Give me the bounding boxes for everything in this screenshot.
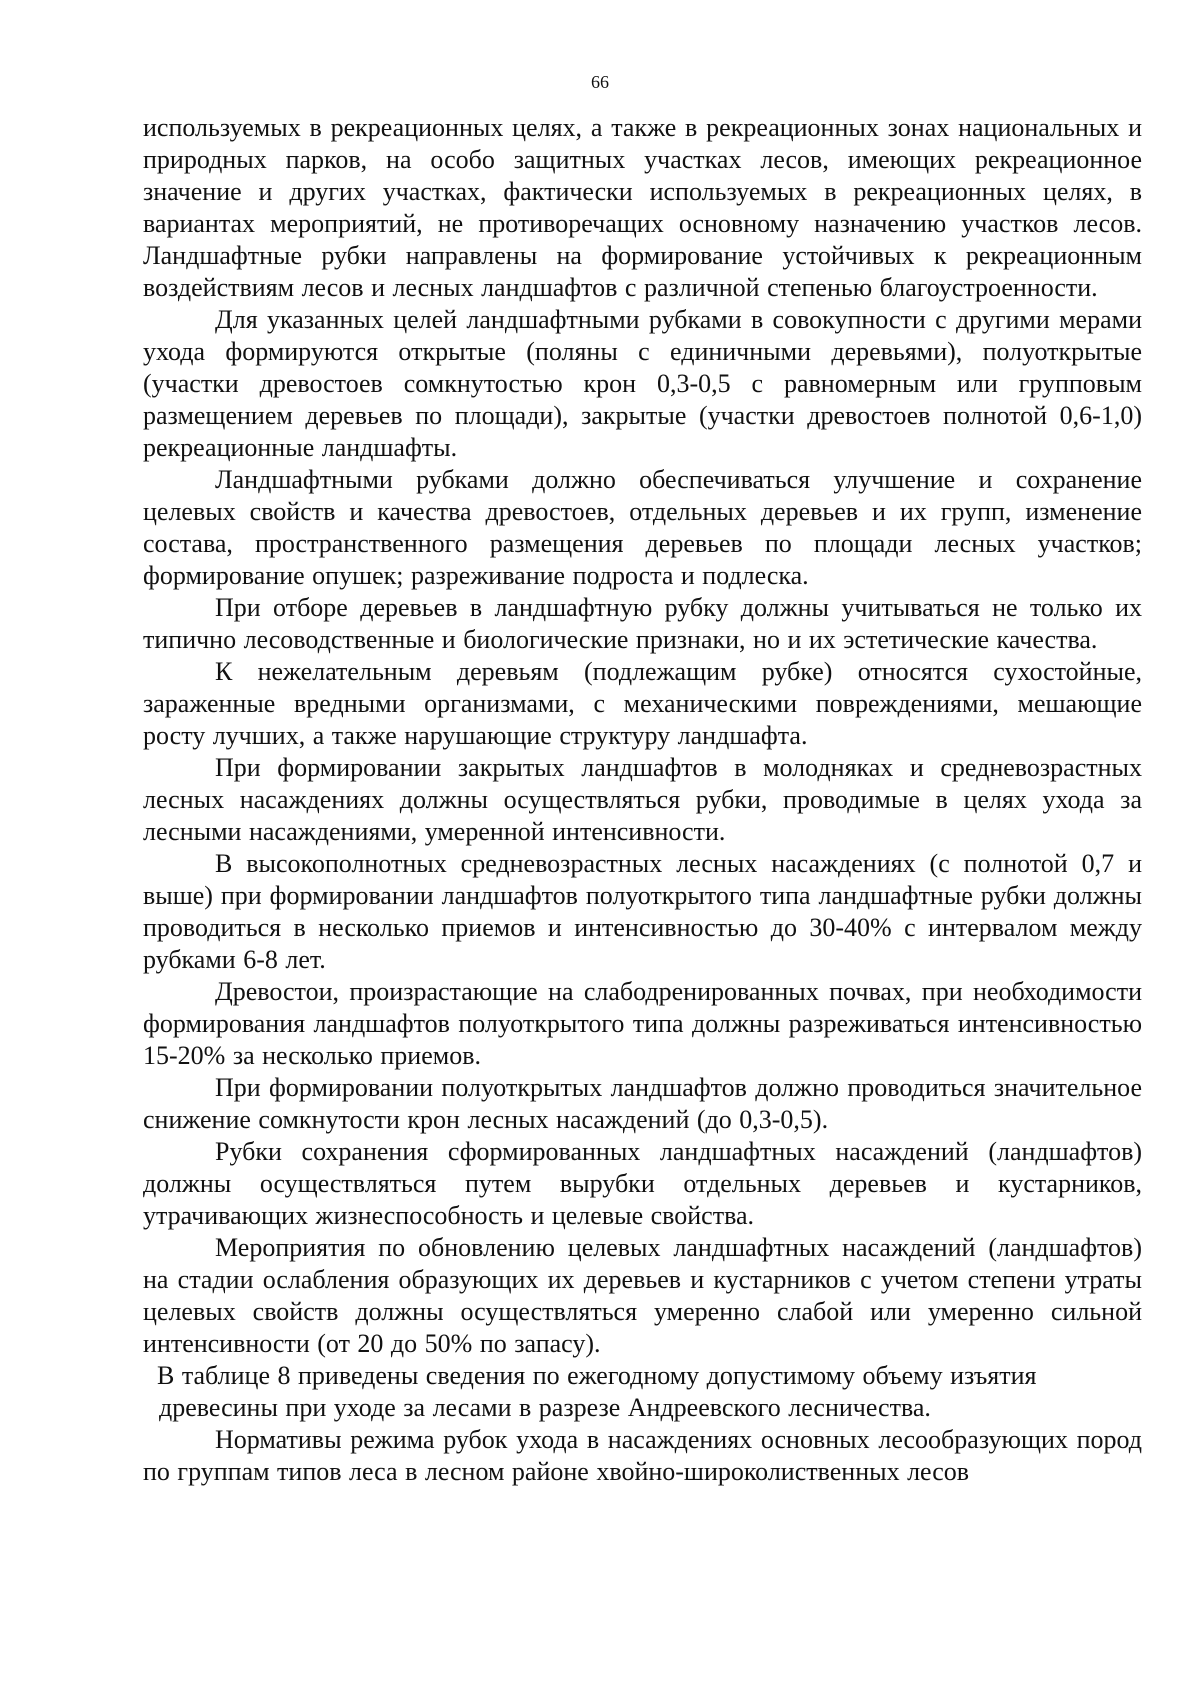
paragraph-poorly-drained-soils: Древостои, произрастающие на слабодренированных почвах, при необходимости формирования ландшафтов полуоткрытого типа должны разреживаться интенсивностью 15-20% за несколько приемов. bbox=[143, 977, 1142, 1070]
document-body bbox=[143, 112, 1142, 1488]
table-reference-line-2: древесины при уходе за лесами в разрезе Андреевского лесничества. bbox=[159, 1393, 931, 1422]
paragraph-table-reference bbox=[157, 1360, 1128, 1424]
paragraph-landscape-types: Для указанных целей ландшафтными рубками в совокупности с другими мерами ухода формируются открытые (поляны с единичными деревьями), полуоткрытые (участки древостоев сомкнутостью крон 0,3-0,5 с равномерным или групповым размещением деревьев по площади), закрытые (участки древостоев полнотой 0,6-1,0) рекреационные ландшафты. bbox=[143, 305, 1142, 462]
paragraph-landscape-cuttings: Ландшафтными рубками должно обеспечиваться улучшение и сохранение целевых свойств и качества древостоев, отдельных деревьев и их групп, изменение состава, пространственного размещения деревьев по площади лесных участков; формирование опушек; разреживание подроста и подлеска. bbox=[143, 465, 1142, 590]
paragraph-undesirable-trees: К нежелательным деревьям (подлежащим рубке) относятся сухостойные, зараженные вредными организмами, с механическими повреждениями, мешающие росту лучших, а также нарушающие структуру ландшафта. bbox=[143, 657, 1142, 750]
page-number: 66 bbox=[591, 72, 609, 92]
table-reference-line-1: В таблице 8 приведены сведения по ежегодному допустимому объему изъятия bbox=[157, 1361, 1037, 1390]
paragraph-renewal-measures: Мероприятия по обновлению целевых ландшафтных насаждений (ландшафтов) на стадии ослабления образующих их деревьев и кустарников с учетом степени утраты целевых свойств должны осуществляться умеренно слабой или умеренно сильной интенсивности (от 20 до 50% по запасу). bbox=[143, 1233, 1142, 1358]
paragraph-recreational-use: используемых в рекреационных целях, а также в рекреационных зонах национальных и природных парков, на особо защитных участках лесов, имеющих рекреационное значение и других участках, фактически используемых в рекреационных целях, в вариантах мероприятий, не противоречащих основному назначению участков лесов. Ландшафтные рубки направлены на формирование устойчивых к рекреационным воздействиям лесов и лесных ландшафтов с различной степенью благоустроенности. bbox=[143, 113, 1142, 302]
paragraph-closed-landscapes: При формировании закрытых ландшафтов в молодняках и средневозрастных лесных насаждениях должны осуществляться рубки, проводимые в целях ухода за лесными насаждениями, умеренной интенсивности. bbox=[143, 753, 1142, 846]
paragraph-semi-open-landscapes: При формировании полуоткрытых ландшафтов должно проводиться значительное снижение сомкнутости крон лесных насаждений (до 0,3-0,5). bbox=[143, 1073, 1142, 1134]
paragraph-tree-selection: При отборе деревьев в ландшафтную рубку должны учитываться не только их типично лесоводственные и биологические признаки, но и их эстетические качества. bbox=[143, 593, 1142, 654]
paragraph-cutting-norms: Нормативы режима рубок ухода в насаждениях основных лесообразующих пород по группам типов леса в лесном районе хвойно-широколиственных лесов bbox=[143, 1425, 1142, 1486]
paragraph-preservation-cuttings: Рубки сохранения сформированных ландшафтных насаждений (ландшафтов) должны осуществляться путем вырубки отдельных деревьев и кустарников, утрачивающих жизнеспособность и целевые свойства. bbox=[143, 1137, 1142, 1230]
paragraph-high-density-stands: В высокополнотных средневозрастных лесных насаждениях (с полнотой 0,7 и выше) при формировании ландшафтов полуоткрытого типа ландшафтные рубки должны проводиться в несколько приемов и интенсивностью до 30-40% с интервалом между рубками 6-8 лет. bbox=[143, 849, 1142, 974]
